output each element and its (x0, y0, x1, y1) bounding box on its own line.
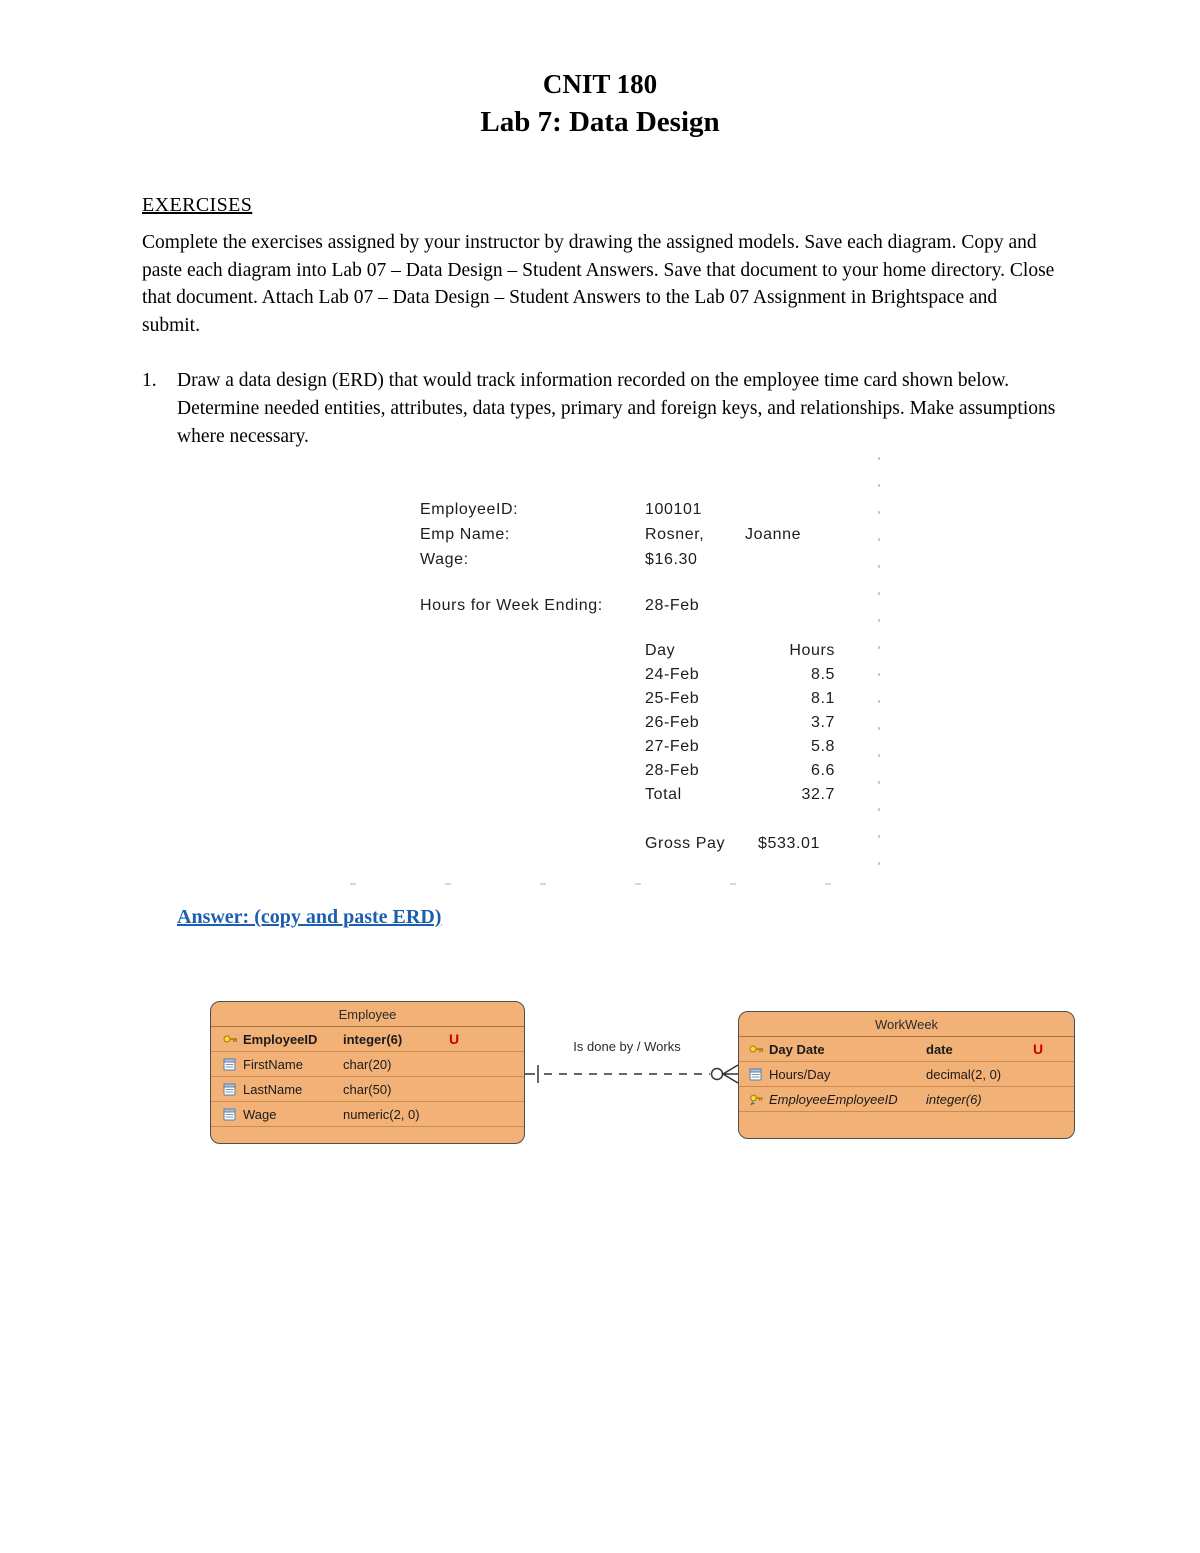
timecard-total-label: Total (645, 786, 682, 803)
timecard-hours-cell: 6.6 (810, 762, 835, 779)
erd-diagram (0, 1001, 1200, 1211)
timecard-empname-label: Emp Name: (420, 525, 510, 543)
timecard-day-cell: 25-Feb (645, 690, 700, 707)
timecard-day-cell: 24-Feb (645, 666, 700, 683)
timecard-day-cell: 27-Feb (645, 738, 700, 755)
timecard-day-header: Day (645, 642, 676, 659)
primary-key-icon (223, 1033, 243, 1045)
attr-type: char(50) (343, 1081, 392, 1097)
timecard-wage-label: Wage: (420, 550, 469, 568)
unique-marker: U (449, 1031, 460, 1047)
timecard-day-cell: 26-Feb (645, 714, 700, 731)
attr-name: Day Date (769, 1041, 825, 1057)
timecard-total-value: 32.7 (801, 786, 835, 803)
attr-type: char(20) (343, 1056, 392, 1072)
answer-heading: Answer: (copy and paste ERD) (177, 906, 442, 928)
erd-attr-firstname (211, 1052, 524, 1077)
attr-type: numeric(2, 0) (343, 1106, 420, 1122)
unique-marker: U (1033, 1041, 1044, 1057)
attr-type: integer(6) (926, 1091, 982, 1107)
attr-name: EmployeeID (243, 1031, 318, 1047)
timecard-week-row (420, 593, 878, 618)
attr-name: Wage (243, 1106, 277, 1122)
relationship-label: Is done by / Works (573, 1039, 681, 1054)
timecard-table-row (645, 759, 835, 783)
exercise-item-number: 1. (142, 370, 157, 391)
timecard-employeeid-label: EmployeeID: (420, 500, 519, 518)
timecard-figure (420, 497, 878, 856)
column-icon (223, 1058, 243, 1071)
document-header (0, 0, 1200, 142)
timecard-table-row (645, 663, 835, 687)
timecard-grosspay-label: Gross Pay (645, 834, 726, 852)
attr-name: FirstName (243, 1056, 303, 1072)
timecard-employeeid-row (420, 497, 878, 522)
timecard-grosspay-value: $533.01 (758, 834, 821, 852)
timecard-hours-table (645, 639, 835, 807)
timecard-hours-cell: 8.5 (810, 666, 835, 683)
timecard-total-row (645, 783, 835, 807)
column-icon (223, 1083, 243, 1096)
timecard-empname-row (420, 522, 878, 547)
column-icon (223, 1108, 243, 1121)
timecard-wage-row (420, 547, 878, 572)
timecard-hours-cell: 8.1 (810, 690, 835, 707)
erd-attr-hoursday (739, 1062, 1074, 1087)
intro-paragraph: Complete the exercises assigned by your instructor by drawing the assigned models. Save each diagram. Copy and paste each diagram into Lab 07 – Data Design – Student Answers. Save that document to your home directory. Close that document. Attach Lab 07 – Data Design – Student Answers to the Lab 07 Assignment in Brightspace and submit. (142, 232, 1055, 336)
erd-entity-employee (210, 1001, 525, 1144)
timecard-hours-cell: 3.7 (810, 714, 835, 731)
exercise-item-text: Draw a data design (ERD) that would track information recorded on the employee time card shown below. Determine needed entities, attributes, data types, primary and foreign keys, and relationships. Make assumptions where necessary. (177, 370, 1056, 447)
timecard-empname-last: Rosner, (645, 525, 705, 543)
timecard-hours-cell: 5.8 (810, 738, 835, 755)
timecard-day-cell: 28-Feb (645, 762, 700, 779)
document-body (142, 194, 1058, 451)
timecard-spacer (420, 572, 878, 593)
column-icon (749, 1068, 769, 1081)
timecard-hours-header: Hours (789, 642, 835, 659)
attr-type: integer(6) (343, 1031, 403, 1047)
screenshot-artifact-dotted-bottom (350, 883, 882, 885)
erd-attr-lastname (211, 1077, 524, 1102)
erd-entity-workweek (738, 1011, 1075, 1139)
timecard-week-label: Hours for Week Ending: (420, 596, 603, 614)
timecard-week-value: 28-Feb (645, 596, 700, 614)
timecard-table-header-row (645, 639, 835, 663)
timecard-empname-first: Joanne (745, 525, 802, 543)
doc-title-line1: CNIT 180 (542, 69, 658, 99)
timecard-spacer (420, 618, 878, 639)
attr-name: EmployeeEmployeeID (769, 1091, 898, 1107)
timecard-wage-value: $16.30 (645, 550, 698, 568)
erd-attr-employeeid (211, 1027, 524, 1052)
erd-entity-workweek-title: WorkWeek (739, 1012, 1074, 1037)
timecard-table-row (645, 735, 835, 759)
timecard-table-row (645, 711, 835, 735)
foreign-key-icon (749, 1093, 769, 1106)
timecard-employeeid-value: 100101 (645, 500, 702, 518)
erd-entity-employee-title: Employee (211, 1002, 524, 1027)
attr-name: Hours/Day (769, 1066, 831, 1082)
primary-key-icon (749, 1043, 769, 1055)
attr-type: decimal(2, 0) (926, 1066, 1002, 1082)
attr-name: LastName (243, 1081, 303, 1097)
timecard-table-row (645, 687, 835, 711)
erd-attr-daydate (739, 1037, 1074, 1062)
erd-attr-employeeemployeeid (739, 1087, 1074, 1112)
timecard-grosspay-row (645, 831, 878, 856)
doc-title-line2: Lab 7: Data Design (480, 106, 720, 138)
screenshot-artifact-dotted-edge (878, 457, 880, 887)
erd-attr-wage (211, 1102, 524, 1127)
exercise-item-1 (142, 367, 1058, 451)
exercises-heading: EXERCISES (142, 194, 253, 216)
attr-type: date (926, 1041, 953, 1057)
